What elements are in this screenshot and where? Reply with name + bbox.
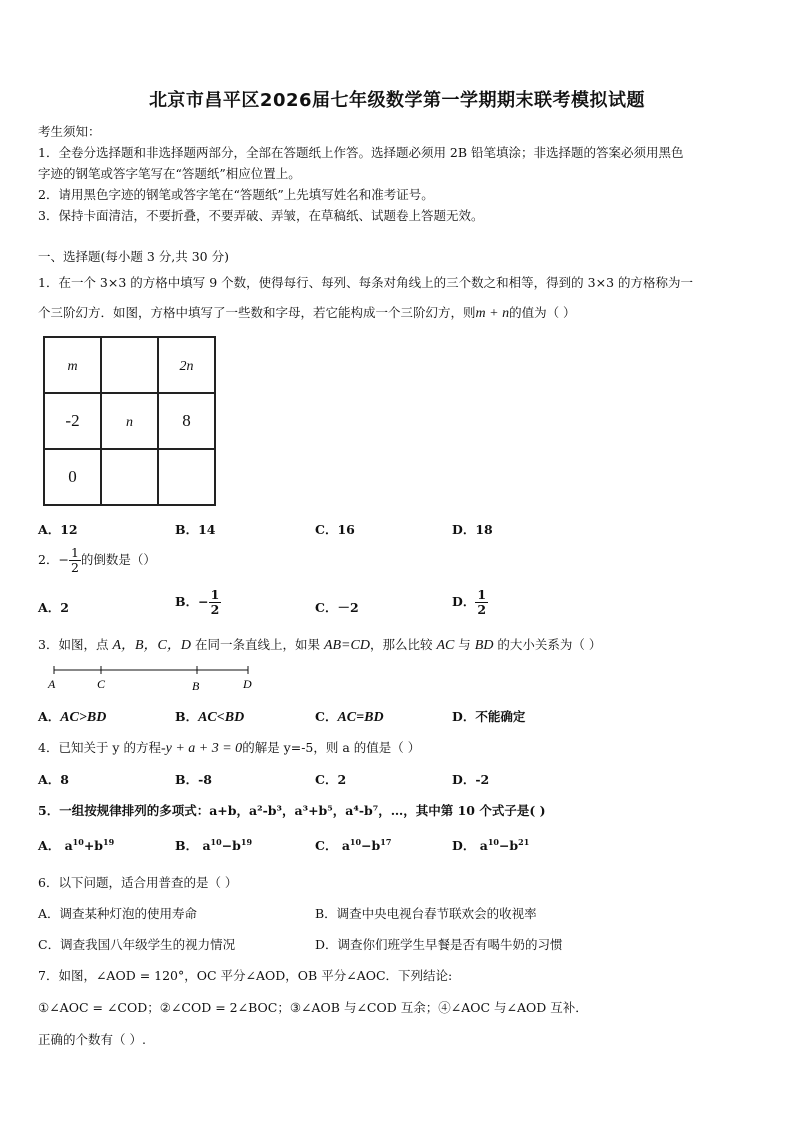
- q2-option-a: A．2: [38, 600, 69, 615]
- number-line-figure: [44, 664, 254, 694]
- q1-option-b: B．14: [175, 522, 216, 537]
- q4-option-a: A．8: [38, 772, 69, 787]
- q7-line2: ①∠AOC = ∠COD；②∠COD = 2∠BOC；③∠AOB 与∠COD 互余；④∠AOC 与∠AOD 互补．: [38, 1000, 588, 1015]
- q5-option-d: D． $a^{10}-b^{21}$: [452, 836, 530, 853]
- grid-cell: 0: [44, 449, 101, 505]
- grid-cell: -2: [44, 393, 101, 449]
- notice-item-1b: 字迹的钢笔或答字笔写在“答题纸”相应位置上。: [38, 166, 301, 181]
- q4-option-b: B．-8: [175, 772, 212, 787]
- grid-cell: [101, 337, 158, 393]
- q6-option-a: A．调查某种灯泡的使用寿命: [38, 906, 198, 921]
- notice-item-3: 3．保持卡面清洁，不要折叠，不要弄破、弄皱，在草稿纸、试题卷上答题无效。: [38, 208, 484, 223]
- point-b-label: B: [192, 679, 200, 693]
- q1-line1: 1．在一个 3×3 的方格中填写 9 个数，使得每行、每列、每条对角线上的三个数之和相等，得到的 3×3 的方格称为一: [38, 275, 694, 290]
- grid-cell: 8: [158, 393, 215, 449]
- q3-option-a: A．AC>BD: [38, 709, 107, 725]
- q4-question: 4．已知关于 y 的方程-y + a + 3 = 0的解是 y=-5，则 a 的值是（ ）: [38, 740, 421, 756]
- grid-cell: [158, 449, 215, 505]
- section-heading: 一、选择题(每小题 3 分,共 30 分): [38, 249, 229, 264]
- q4-equation: -y + a + 3 = 0: [160, 741, 243, 756]
- point-d-label: D: [243, 677, 252, 691]
- magic-square-grid: [43, 336, 216, 506]
- q2-question: 2．− $\frac{1}{2}$ 的倒数是（）: [38, 545, 156, 575]
- q1-option-c: C．16: [315, 522, 355, 537]
- notice-item-1a: 1．全卷分选择题和非选择题两部分，全部在答题纸上作答。选择题必须用 2B 铅笔填涂；非选择题的答案必须用黑色: [38, 145, 684, 160]
- q1-option-d: D．18: [452, 522, 493, 537]
- q5-option-a: A． $a^{10}+b^{19}$: [38, 836, 115, 853]
- q6-option-c: C．调查我国八年级学生的视力情况: [38, 937, 236, 952]
- q5-question: 5．一组按规律排列的多项式：a+b，a²-b³，a³+b⁵，a⁴-b⁷，…，其中第 10 个式子是( ): [38, 803, 546, 818]
- q1-line2-tail: 的值为（ ）: [509, 305, 576, 320]
- grid-cell: 2n: [158, 337, 215, 393]
- q7-line3: 正确的个数有（ ）.: [38, 1032, 146, 1047]
- q5-option-c: C． $a^{10}-b^{17}$: [315, 836, 392, 853]
- point-c-label: C: [97, 677, 106, 691]
- q6-question: 6．以下问题，适合用普查的是（ ）: [38, 875, 238, 890]
- q6-option-b: B．调查中央电视台春节联欢会的收视率: [315, 906, 537, 921]
- q1-option-a: A．12: [38, 522, 78, 537]
- notice-item-2: 2．请用黑色字迹的钢笔或答字笔在“答题纸”上先填写姓名和准考证号。: [38, 187, 434, 202]
- q4-option-c: C．2: [315, 772, 347, 787]
- grid-cell: [101, 449, 158, 505]
- q3-option-c: C．AC=BD: [315, 709, 384, 725]
- grid-cell: n: [101, 393, 158, 449]
- q2-fraction: $\frac{1}{2}$: [70, 545, 79, 575]
- q1-line2: [38, 303, 576, 322]
- q2-option-b: B．− $\frac{1}{2}$: [175, 587, 220, 617]
- q2-option-c: C．－2: [315, 600, 359, 615]
- q7-line1: 7．如图，∠AOD = 120°，OC 平分∠AOD，OB 平分∠AOC．下列结论:: [38, 968, 453, 983]
- page-title: 北京市昌平区2026届七年级数学第一学期期末联考模拟试题: [148, 90, 646, 111]
- q1-line2-text: 个三阶幻方．如图，方格中填写了一些数和字母，若它能构成一个三阶幻方，则: [38, 305, 476, 320]
- q3-question: 3．如图，点 A，B，C，D 在同一条直线上，如果 AB=CD，那么比较 AC 与 BD 的大小关系为（ ）: [38, 637, 602, 653]
- grid-cell: m: [44, 337, 101, 393]
- q4-option-d: D．-2: [452, 772, 490, 787]
- q5-option-b: B． $a^{10}-b^{19}$: [175, 836, 253, 853]
- notice-heading: 考生须知：: [38, 124, 101, 139]
- q3-option-b: B．AC<BD: [175, 709, 245, 725]
- q1-expression: m + n: [475, 306, 510, 321]
- q6-option-d: D．调查你们班学生早餐是否有喝牛奶的习惯: [315, 937, 563, 952]
- q2-option-d: D． $\frac{1}{2}$: [452, 587, 487, 617]
- q3-option-d: D．不能确定: [452, 709, 526, 724]
- point-a-label: A: [48, 677, 56, 691]
